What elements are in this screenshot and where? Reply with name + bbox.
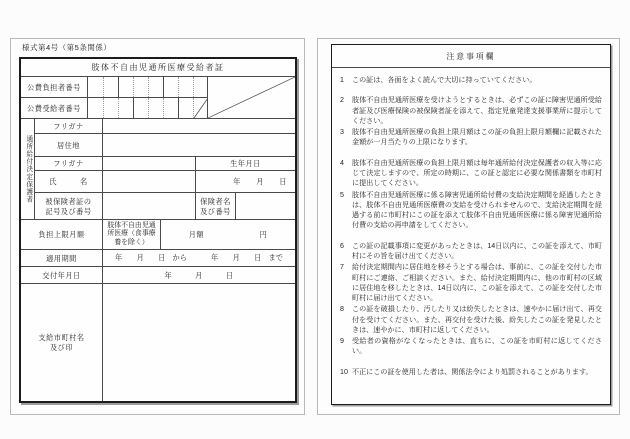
period-value [103, 250, 295, 266]
note-text: 肢体不自由児通所医療を受けようとするときは、必ずこの証に障害児通所受給者証及び医療保険の被保険者証を添えて、指定児童発達支援事業所に提示してください。 [352, 96, 602, 125]
note-item [340, 262, 602, 303]
digit-box [103, 77, 118, 97]
residence-row [35, 133, 295, 156]
furigana-value [103, 119, 295, 133]
guardian-label: 通所給付決定保護者 [24, 134, 32, 204]
notes-page [317, 38, 620, 415]
name-row [35, 170, 295, 192]
note-text: 給付決定期間内に居住地を移そうとする場合は、事前に、この証を交付した市町村にご連絡、ご相談ください。また、給付決定期間内に、他の市町村の区域に居住地を移したときは、14日以内に、この証を添えて、この証を交付した市町村に届け出てください。 [352, 263, 602, 303]
digit-box [133, 98, 148, 118]
digit-box [88, 98, 103, 118]
municipality-label-line2: 及び印 [49, 343, 74, 352]
digit-box [178, 77, 193, 97]
guardian-label-cell [21, 119, 35, 219]
note-text: 肢体不自由児通所医療に係る障害児通所給付費の支給決定期間を経過したときは、肢体不自由児通所医療費の支給を受けられませんので、支給決定期間を経過する前に市町村にこの証を添えて肢体不自由児通所医療に係る障害児通所給付費の支給の再申請をしてください。 [352, 190, 602, 230]
certificate-table [19, 57, 297, 403]
residence-value [103, 134, 295, 156]
note-item [340, 336, 602, 357]
note-number: 4 [340, 158, 344, 167]
note-item [340, 367, 602, 377]
note-number: 1 [340, 76, 344, 84]
recipient-number-label: 公費受給者番号 [21, 98, 88, 118]
note-number: 3 [340, 128, 344, 137]
certificate-title: 肢体不自由児通所医療受給者証 [91, 62, 225, 72]
furigana2-row [35, 156, 295, 170]
period-from: 年 月 日 から [115, 253, 187, 262]
public-expense-rows [21, 76, 295, 118]
note-text: 肢体不自由児通所医療の負担上限月額はこの証の負担上限月額欄に記載された金額が一月当たりの上限になります。 [352, 128, 602, 147]
copay-yen-label: 円 [259, 230, 268, 239]
issue-date-value: 年 月 日 [164, 270, 234, 280]
insured-card-label-line2: 記号及び番号 [45, 207, 92, 216]
furigana2-label: フリガナ [35, 157, 103, 170]
residence-label: 居住地 [35, 134, 103, 156]
digit-box [103, 98, 118, 118]
digit-box [118, 77, 133, 97]
form-number-stamp: 様式第4号（第5条関係） [22, 43, 112, 52]
digit-box [133, 77, 148, 97]
note-number: 7 [340, 263, 344, 272]
insurer-label-line1: 保険者名 [200, 197, 231, 206]
furigana-row [35, 119, 295, 133]
name-value [103, 171, 196, 192]
strike-diagonal-icon [194, 98, 208, 118]
municipality-value [103, 284, 295, 401]
note-number: 5 [340, 190, 344, 199]
digit-box [148, 98, 163, 118]
note-number: 8 [340, 305, 344, 314]
issue-date-label: 交付年月日 [21, 267, 103, 283]
note-text: 不正にこの証を使用した者は、関係法令により処罰されることがあります。 [352, 367, 593, 376]
notes-header: 注意事項欄 [332, 45, 610, 68]
insurer-value [236, 193, 295, 220]
insurer-label [196, 193, 236, 220]
note-number: 10 [340, 367, 348, 376]
note-item [340, 95, 602, 126]
guardian-block [21, 118, 295, 219]
insured-card-label [35, 193, 103, 220]
copay-limit-value [161, 220, 295, 249]
strike-diagonal-icon [208, 77, 295, 118]
recipient-number-row [21, 97, 207, 118]
copay-limit-row [21, 219, 295, 249]
copay-limit-label: 負担上限月額 [21, 220, 103, 249]
digit-box-struck [193, 98, 208, 118]
digit-box [163, 98, 178, 118]
note-item [340, 304, 602, 335]
birthdate-value: 年 月 日 [233, 177, 287, 186]
digit-box [118, 98, 133, 118]
note-number: 9 [340, 337, 344, 346]
payer-number-row [21, 77, 207, 97]
digit-box [163, 77, 178, 97]
note-number: 6 [340, 241, 344, 250]
period-row [21, 249, 295, 266]
municipality-row [21, 283, 295, 401]
certificate-page [10, 38, 305, 415]
issue-date-row [21, 266, 295, 283]
note-text: 肢体不自由児通所医療の負担上限月額は毎年通所給付決定保護者の収入等に応じて決定しますので、所定の時期に、この証と認定に必要な関係書類を市町村に提出してください。 [352, 158, 602, 188]
note-text: この証は、各面をよく読んで大切に持っていてください。 [352, 76, 537, 84]
payer-number-label: 公費負担者番号 [21, 77, 88, 97]
note-item [340, 190, 602, 231]
digit-box [178, 98, 193, 118]
note-item [340, 158, 602, 189]
digit-box [88, 77, 103, 97]
note-text: この証の記載事項に変更があったときは、14日以内に、この証を添えて、市町村にその旨を届け出てください。 [352, 241, 602, 260]
furigana-label: フリガナ [35, 119, 103, 133]
notes-box [331, 44, 611, 405]
name-label: 氏 名 [35, 171, 103, 192]
note-item [340, 127, 602, 148]
notes-list [332, 68, 610, 404]
note-item [340, 75, 602, 85]
period-to: 年 月 日 まで [211, 253, 283, 262]
insured-card-value [103, 193, 196, 220]
copay-monthly-label: 月額 [188, 230, 205, 239]
insurer-label-line2: 及び番号 [200, 207, 231, 216]
copay-limit-desc: 肢体不自由児通所医療（食事療養を除く） [103, 220, 161, 249]
insured-card-label-line1: 被保険者証の [45, 197, 92, 206]
digit-box [148, 77, 163, 97]
municipality-label [21, 284, 103, 401]
insured-card-row [35, 192, 295, 220]
period-label: 適用期間 [21, 250, 103, 266]
note-text: この証を破損したり、汚したり又は紛失したときは、速やかに届け出て、再交付を受けてください。また、再交付を受けた後、紛失したこの証を発見したときは、速やかに、市町村に返してください。 [352, 305, 602, 334]
certificate-title-row [21, 59, 295, 76]
birthdate-header: 生年月日 [230, 159, 261, 168]
blank-struck-cell [208, 77, 295, 118]
municipality-label-line1: 支給市町村名 [38, 333, 85, 342]
note-text: 受給者の資格がなくなったときは、直ちに、この証を市町村に返してください。 [352, 337, 602, 356]
furigana2-value [103, 157, 196, 170]
digit-box [193, 77, 208, 97]
note-number: 2 [340, 96, 344, 105]
note-item [340, 241, 602, 262]
